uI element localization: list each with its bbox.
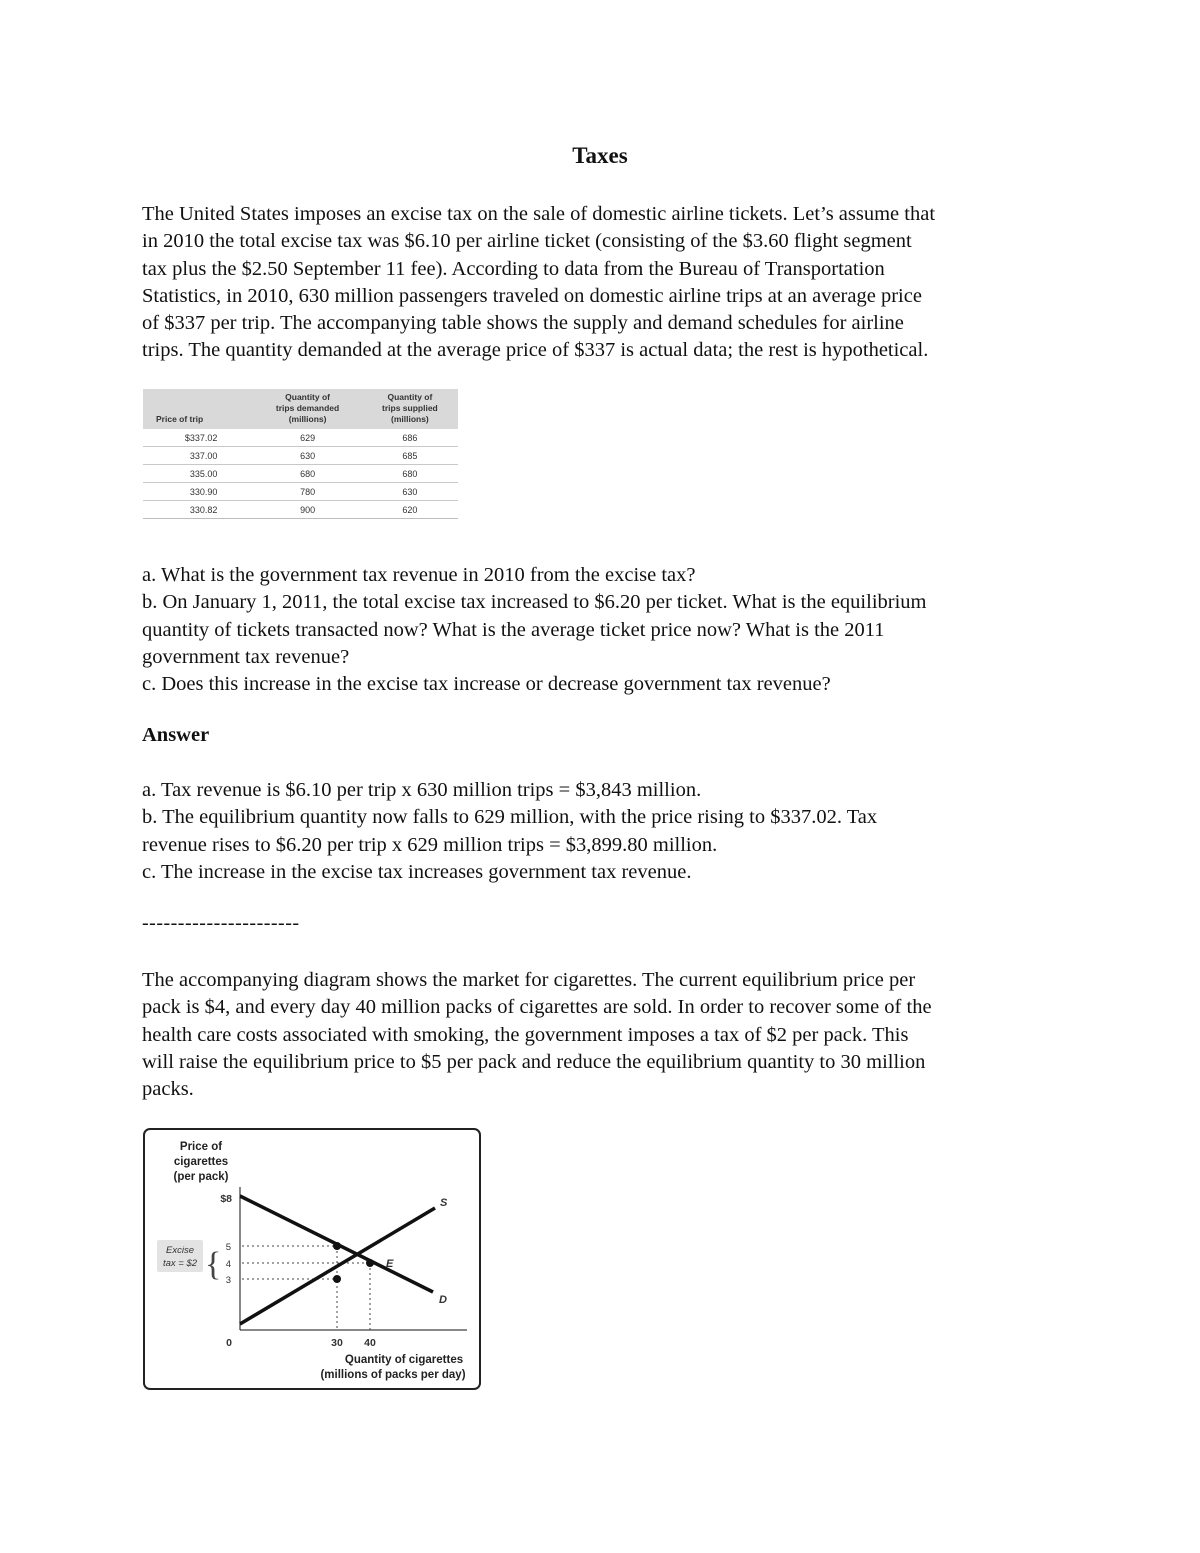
origin-label: 0 [226, 1337, 232, 1349]
table-row [143, 501, 458, 519]
cell-supplied: 630 [362, 483, 458, 501]
cell-supplied: 680 [362, 465, 458, 483]
answer-line: revenue rises to $6.20 per trip x 629 million trips = $3,899.80 million. [142, 833, 718, 856]
intro-line: Statistics, in 2010, 630 million passengers traveled on domestic airline trips at an average price [142, 284, 922, 307]
intro-line: tax plus the $2.50 September 11 fee). According to data from the Bureau of Transportation [142, 257, 885, 280]
y-axis-label: cigarettes [173, 1156, 229, 1168]
header-demanded-line: (millions) [288, 414, 327, 424]
question-line: c. Does this increase in the excise tax increase or decrease government tax revenue? [142, 673, 831, 696]
y-tick-label: 3 [225, 1275, 231, 1286]
intro-paragraph [142, 201, 1072, 365]
tax-brace: { [205, 1246, 222, 1283]
cell-demanded: 780 [253, 483, 361, 501]
cigarette-intro-line: health care costs associated with smoking, the government imposes a tax of $2 per pack. This [142, 1023, 909, 1046]
section-divider: ---------------------- [142, 912, 300, 934]
x-tick-label: 30 [331, 1337, 343, 1349]
cigarette-intro-line: pack is $4, and every day 40 million packs of cigarettes are sold. In order to recover some of the [142, 996, 932, 1019]
point-supply-price [333, 1275, 341, 1283]
cigarette-intro-line: will raise the equilibrium price to $5 per pack and reduce the equilibrium quantity to 30 million [142, 1050, 926, 1073]
intro-line: trips. The quantity demanded at the average price of $337 is actual data; the rest is hypothetical. [142, 339, 929, 362]
header-supplied-line: (millions) [390, 414, 429, 424]
answer-heading: Answer [142, 724, 210, 746]
cell-demanded: 680 [253, 465, 361, 483]
cigarette-intro-line: The accompanying diagram shows the market for cigarettes. The current equilibrium price per [142, 969, 916, 991]
cell-price: 337.00 [143, 447, 253, 465]
question-line: quantity of tickets transacted now? What is the average ticket price now? What is the 2011 [142, 618, 885, 641]
demand-curve-label: D [439, 1294, 447, 1306]
point-demand-price [333, 1242, 341, 1250]
y-tick-label: $8 [220, 1193, 232, 1205]
cell-demanded: 630 [253, 447, 361, 465]
answer-line: a. Tax revenue is $6.10 per trip x 630 million trips = $3,843 million. [142, 779, 702, 801]
cell-demanded: 900 [253, 501, 361, 519]
table-row [143, 429, 458, 447]
intro-line: The United States imposes an excise tax on the sale of domestic airline tickets. Let’s assume that [142, 203, 936, 225]
y-tick-label: 5 [225, 1242, 231, 1253]
cell-price: 330.82 [143, 501, 253, 519]
question-line: a. What is the government tax revenue in 2010 from the excise tax? [142, 564, 696, 586]
cigarette-intro [142, 967, 1072, 1103]
page-title: Taxes [572, 143, 628, 168]
x-axis-label: Quantity of cigarettes [344, 1354, 464, 1366]
y-axis-label: Price of [179, 1141, 223, 1153]
cell-demanded: 629 [253, 429, 361, 447]
cigarette-intro-line: packs. [142, 1078, 194, 1101]
point-equilibrium [366, 1259, 374, 1267]
header-supplied-line: trips supplied [382, 403, 438, 413]
answer-line: c. The increase in the excise tax increases government tax revenue. [142, 860, 692, 883]
cell-supplied: 685 [362, 447, 458, 465]
cell-price: 330.90 [143, 483, 253, 501]
cell-supplied: 620 [362, 501, 458, 519]
x-axis-label: (millions of packs per day) [320, 1369, 466, 1381]
table-row [143, 483, 458, 501]
header-demanded [253, 389, 361, 429]
table-row [143, 447, 458, 465]
cell-price: $337.02 [143, 429, 253, 447]
airline-trips-table [143, 389, 458, 519]
cigarette-market-diagram [143, 1128, 481, 1390]
intro-line: in 2010 the total excise tax was $6.10 per airline ticket (consisting of the $3.60 flight segment [142, 230, 912, 253]
question-line: b. On January 1, 2011, the total excise tax increased to $6.20 per ticket. What is the equilibrium [142, 591, 927, 614]
table-header-row [143, 389, 458, 429]
header-demanded-line: Quantity of [285, 392, 330, 402]
header-supplied [362, 389, 458, 429]
answers [142, 777, 1072, 886]
header-supplied-line: Quantity of [387, 392, 433, 402]
cell-supplied: 686 [362, 429, 458, 447]
question-line: government tax revenue? [142, 645, 350, 668]
table-row [143, 465, 458, 483]
header-demanded-line: trips demanded [275, 403, 340, 413]
cell-price: 335.00 [143, 465, 253, 483]
diagram-svg [145, 1130, 479, 1388]
intro-line: of $337 per trip. The accompanying table shows the supply and demand schedules for airline [142, 312, 904, 335]
tax-label: Excise [166, 1245, 194, 1256]
equilibrium-label: E [386, 1258, 394, 1270]
tax-label: tax = $2 [162, 1258, 198, 1269]
y-axis-label: (per pack) [173, 1171, 229, 1183]
answer-line: b. The equilibrium quantity now falls to 629 million, with the price rising to $337.02. Tax [142, 806, 878, 829]
y-tick-label: 4 [225, 1259, 231, 1270]
x-tick-label: 40 [364, 1337, 376, 1349]
supply-curve-label: S [440, 1197, 448, 1209]
header-price: Price of trip [143, 389, 253, 429]
questions [142, 562, 1072, 698]
